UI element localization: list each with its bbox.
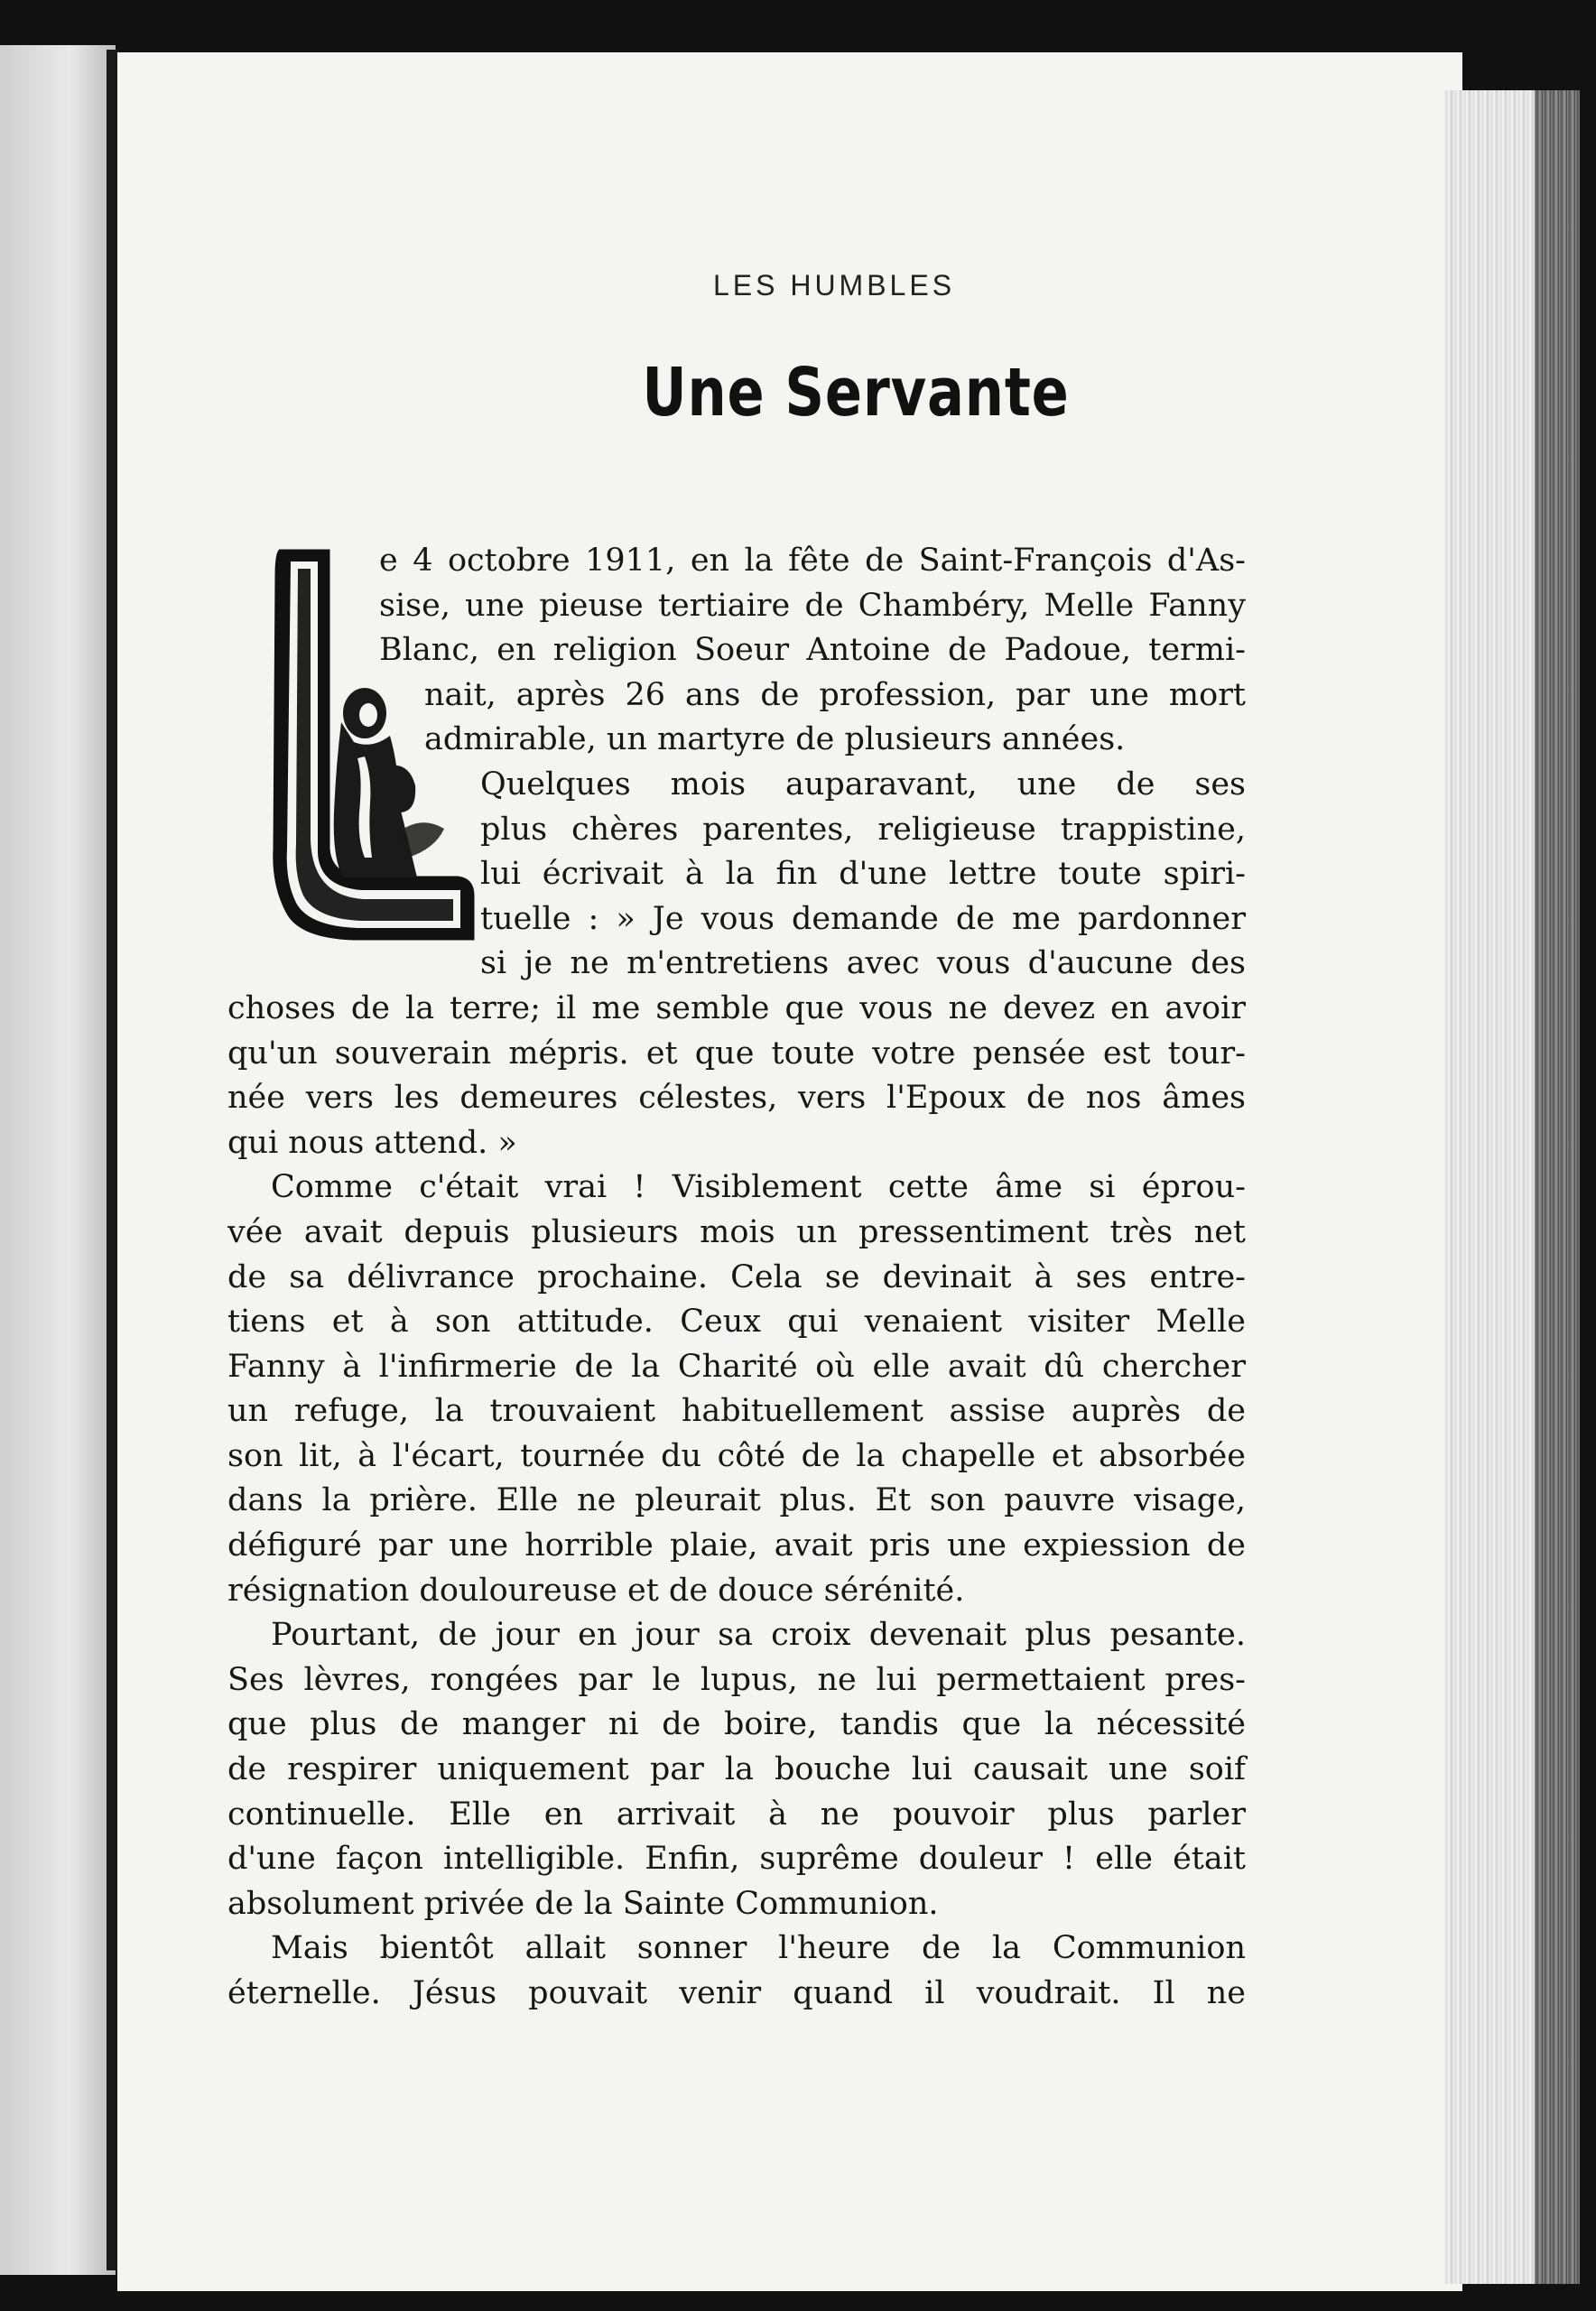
text-line: de sa délivrance prochaine. Cela se devinait à ses entre- bbox=[227, 1258, 1246, 1295]
text-line: Fanny à l'infirmerie de la Charité où elle avait dû chercher bbox=[227, 1348, 1246, 1385]
text-line: lui écrivait à la fin d'une lettre toute spiri- bbox=[480, 856, 1246, 893]
body-text bbox=[227, 539, 1246, 2017]
text-line: éternelle. Jésus pouvait venir quand il voudrait. Il ne bbox=[227, 1975, 1246, 2011]
text-line: que plus de manger ni de boire, tandis que la nécessité bbox=[227, 1706, 1246, 1743]
text-line: absolument privée de la Sainte Communion. bbox=[227, 1885, 939, 1922]
text-line: continuelle. Elle en arrivait à ne pouvoir plus parler bbox=[227, 1796, 1246, 1833]
text-line: Quelques mois auparavant, une de ses bbox=[480, 766, 1246, 803]
text-line: nait, après 26 ans de profession, par une mort bbox=[424, 676, 1246, 713]
text-line: Comme c'était vrai ! Visiblement cette âme si éprou- bbox=[271, 1169, 1246, 1206]
text-line: e 4 octobre 1911, en la fête de Saint-François d'As- bbox=[379, 543, 1246, 579]
text-line: Mais bientôt allait sonner l'heure de la Communion bbox=[271, 1930, 1246, 1967]
text-line: son lit, à l'écart, tournée du côté de la chapelle et absorbée bbox=[227, 1437, 1246, 1474]
text-line: Pourtant, de jour en jour sa croix devenait plus pesante. bbox=[271, 1617, 1246, 1654]
text-line: tuelle : » Je vous demande de me pardonner bbox=[480, 900, 1246, 937]
text-line: née vers les demeures célestes, vers l'Epoux de nos âmes bbox=[227, 1080, 1246, 1117]
text-line: un refuge, la trouvaient habituellement assise auprès de bbox=[227, 1393, 1246, 1430]
text-line: si je ne m'entretiens avec vous d'aucune des bbox=[480, 945, 1246, 982]
text-line: de respirer uniquement par la bouche lui causait une soif bbox=[227, 1751, 1246, 1788]
text-line: vée avait depuis plusieurs mois un pressentiment très net bbox=[227, 1213, 1246, 1250]
text-line: Blanc, en religion Soeur Antoine de Padoue, termi- bbox=[379, 632, 1246, 669]
text-line: plus chères parentes, religieuse trappistine, bbox=[480, 811, 1246, 848]
running-head: LES HUMBLES bbox=[712, 269, 956, 302]
text-line: qui nous attend. » bbox=[227, 1124, 517, 1161]
chapter-title: Une Servante bbox=[642, 354, 1070, 432]
text-line: dans la prière. Elle ne pleurait plus. Et son pauvre visage, bbox=[227, 1482, 1246, 1519]
book-block-edge bbox=[1535, 90, 1580, 2284]
text-line: tiens et à son attitude. Ceux qui venaient visiter Melle bbox=[227, 1304, 1246, 1341]
text-line: défiguré par une horrible plaie, avait pris une expiession de bbox=[227, 1527, 1246, 1564]
text-line: d'une façon intelligible. Enfin, suprême douleur ! elle était bbox=[227, 1841, 1246, 1878]
facing-page-edge bbox=[0, 45, 116, 2275]
text-line: choses de la terre; il me semble que vous ne devez en avoir bbox=[227, 989, 1246, 1026]
text-line: qu'un souverain mépris. et que toute votre pensée est tour- bbox=[227, 1035, 1246, 1072]
text-line: admirable, un martyre de plusieurs années. bbox=[424, 721, 1126, 758]
text-line: Ses lèvres, rongées par le lupus, ne lui permettaient pres- bbox=[227, 1661, 1246, 1698]
text-line: sise, une pieuse tertiaire de Chambéry, Melle Fanny bbox=[379, 587, 1246, 624]
text-line: résignation douloureuse et de douce sérénité. bbox=[227, 1572, 965, 1609]
